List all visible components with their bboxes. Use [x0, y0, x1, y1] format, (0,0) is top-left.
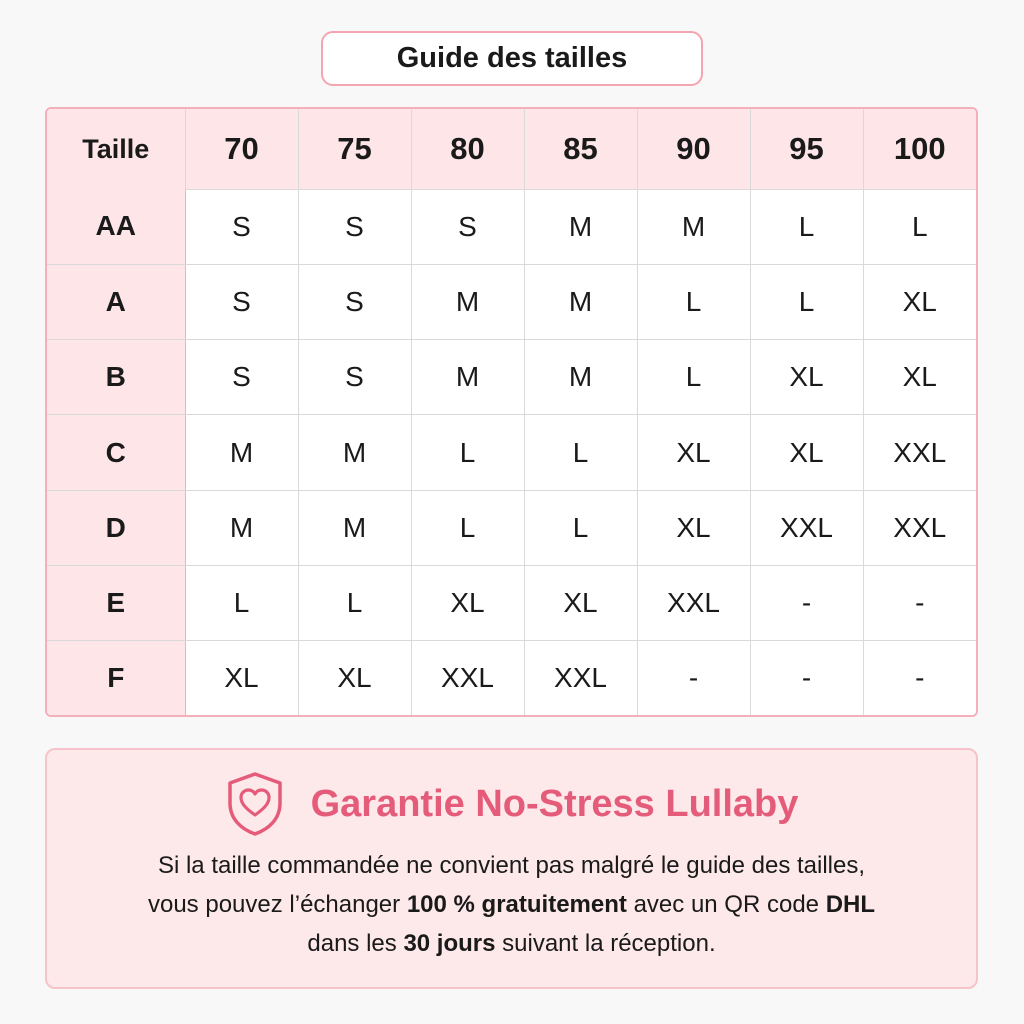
cup-label: D: [47, 490, 185, 565]
size-cell: XXL: [863, 415, 976, 490]
size-cell: XL: [524, 565, 637, 640]
size-cell: -: [750, 641, 863, 715]
size-cell: XXL: [750, 490, 863, 565]
size-cell: L: [524, 490, 637, 565]
guarantee-free-exchange: 100 % gratuitement: [406, 891, 627, 918]
size-cell: L: [637, 264, 750, 339]
column-header: 90: [637, 109, 750, 189]
size-cell: S: [298, 264, 411, 339]
guarantee-header: [47, 768, 976, 840]
cup-label: A: [47, 264, 185, 339]
column-header: 70: [185, 109, 298, 189]
table-row: [47, 340, 976, 415]
guarantee-carrier: DHL: [825, 891, 876, 918]
size-cell: M: [411, 264, 524, 339]
cup-label: C: [47, 415, 185, 490]
guarantee-text-segment: vous pouvez l’échanger: [147, 891, 407, 918]
size-cell: M: [298, 415, 411, 490]
table-row: [47, 490, 976, 565]
size-cell: M: [411, 340, 524, 415]
corner-header: Taille: [47, 109, 185, 189]
shield-heart-icon: [225, 771, 285, 837]
size-cell: XXL: [637, 565, 750, 640]
size-cell: -: [637, 641, 750, 715]
size-cell: XL: [750, 340, 863, 415]
size-cell: S: [298, 340, 411, 415]
column-header: 85: [524, 109, 637, 189]
size-cell: L: [524, 415, 637, 490]
size-cell: L: [411, 490, 524, 565]
guarantee-line-2: [47, 885, 976, 924]
size-cell: XL: [637, 490, 750, 565]
table-header-row: [47, 109, 976, 189]
cup-label: B: [47, 340, 185, 415]
size-cell: XL: [863, 340, 976, 415]
guarantee-text-segment: suivant la réception.: [495, 930, 716, 957]
guarantee-title: Garantie No-Stress Lullaby: [310, 782, 799, 825]
size-cell: S: [298, 189, 411, 264]
size-cell: L: [863, 189, 976, 264]
guarantee-line-1: [47, 846, 976, 885]
size-cell: XXL: [524, 641, 637, 715]
page-title: [321, 31, 703, 86]
size-cell: S: [185, 189, 298, 264]
cup-label: F: [47, 641, 185, 715]
size-cell: -: [750, 565, 863, 640]
column-header: 95: [750, 109, 863, 189]
column-header: 75: [298, 109, 411, 189]
cup-label: AA: [47, 189, 185, 264]
size-cell: XL: [411, 565, 524, 640]
size-cell: S: [411, 189, 524, 264]
size-table-container: [45, 107, 978, 717]
size-cell: L: [637, 340, 750, 415]
size-cell: XXL: [411, 641, 524, 715]
size-cell: S: [185, 340, 298, 415]
table-row: [47, 415, 976, 490]
size-cell: M: [298, 490, 411, 565]
guarantee-text: [47, 846, 976, 963]
size-cell: XL: [750, 415, 863, 490]
size-cell: -: [863, 641, 976, 715]
size-cell: L: [298, 565, 411, 640]
size-cell: M: [637, 189, 750, 264]
table-row: [47, 565, 976, 640]
size-cell: XXL: [863, 490, 976, 565]
size-table: [47, 109, 976, 715]
table-row: [47, 189, 976, 264]
size-cell: XL: [185, 641, 298, 715]
guarantee-line-3: [47, 924, 976, 963]
size-cell: M: [185, 490, 298, 565]
size-cell: L: [411, 415, 524, 490]
size-cell: M: [524, 340, 637, 415]
column-header: 100: [863, 109, 976, 189]
size-cell: -: [863, 565, 976, 640]
guarantee-box: [45, 748, 978, 989]
page-title-text: Guide des tailles: [396, 42, 628, 74]
size-cell: L: [185, 565, 298, 640]
size-cell: XL: [863, 264, 976, 339]
size-cell: XL: [637, 415, 750, 490]
table-row: [47, 264, 976, 339]
cup-label: E: [47, 565, 185, 640]
size-cell: M: [524, 189, 637, 264]
size-cell: L: [750, 189, 863, 264]
size-cell: XL: [298, 641, 411, 715]
guarantee-days: 30 jours: [403, 930, 496, 957]
guarantee-text-segment: avec un QR code: [626, 891, 826, 918]
size-cell: M: [185, 415, 298, 490]
column-header: 80: [411, 109, 524, 189]
size-cell: S: [185, 264, 298, 339]
size-cell: M: [524, 264, 637, 339]
size-cell: L: [750, 264, 863, 339]
table-row: [47, 641, 976, 715]
guarantee-line-1-text: Si la taille commandée ne convient pas malgré le guide des tailles,: [157, 852, 866, 879]
guarantee-text-segment: dans les: [307, 930, 404, 957]
